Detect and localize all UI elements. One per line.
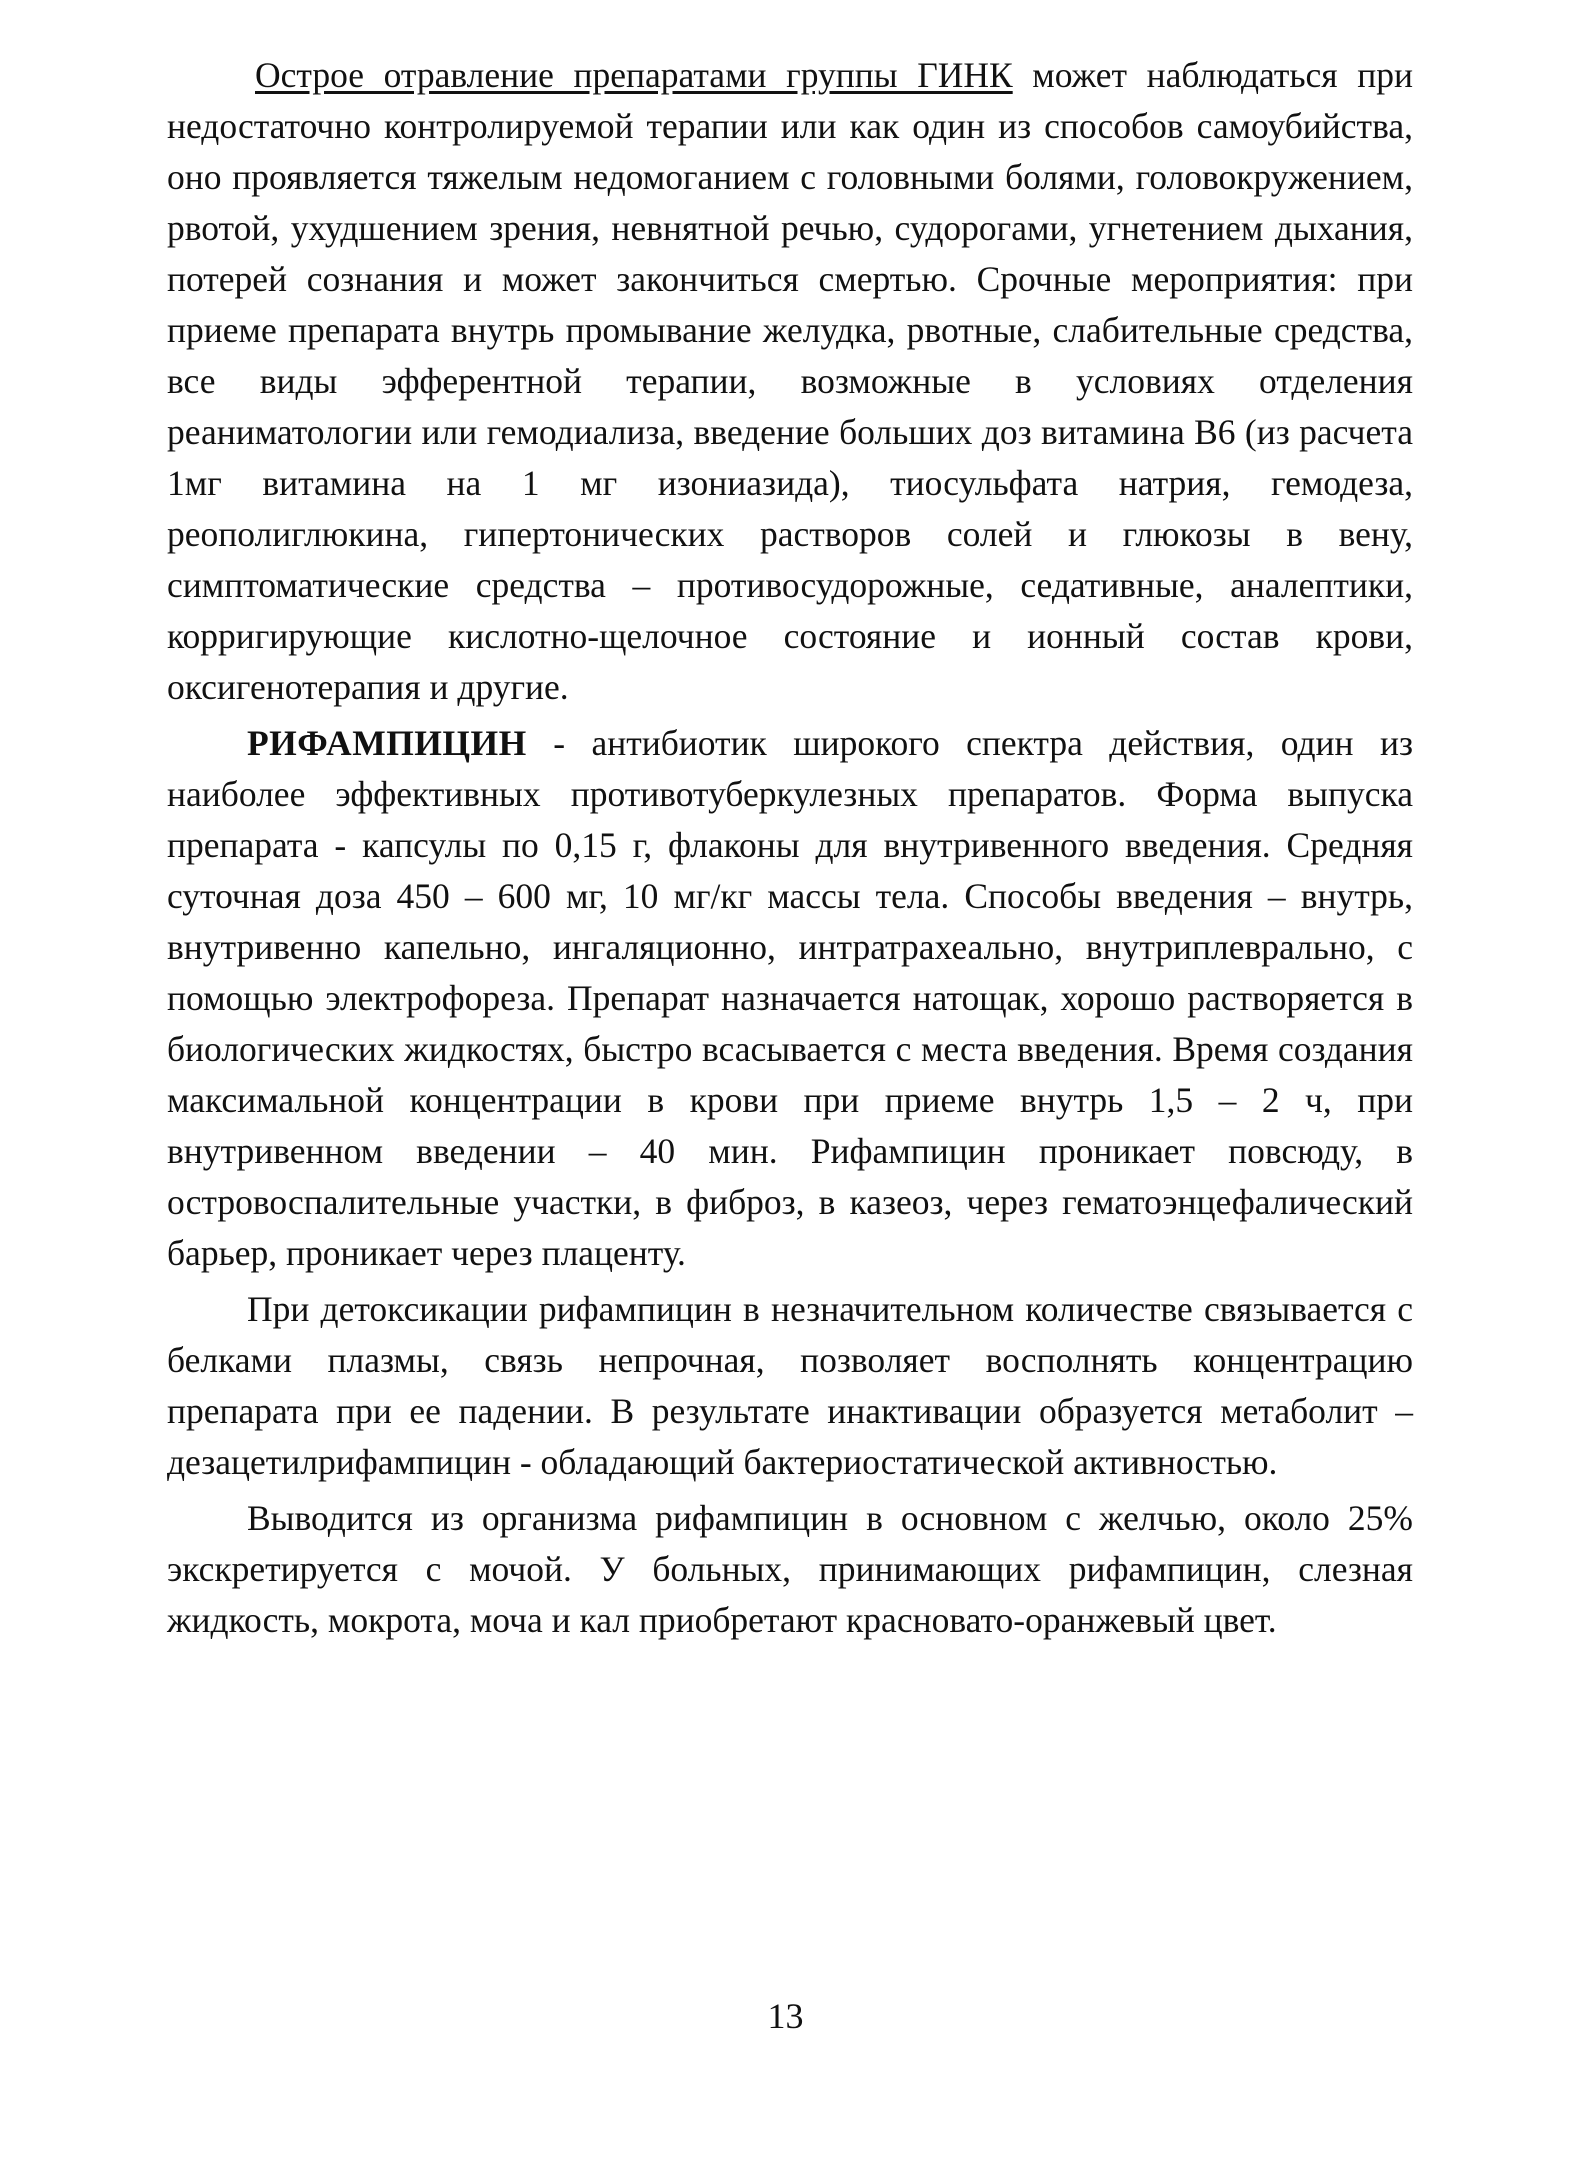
body-text — [167, 50, 1413, 1646]
paragraph-rifampicin-intro — [167, 718, 1413, 1279]
paragraph-text: При детоксикации рифампицин в незначительном количестве связывается с белками плазмы, связь непрочная, позволяет восполнять концентрацию препарата при ее падении. В результате инактивации образуется метаболит – дезацетилрифампицин - обладающий бактериостатической активностью. — [167, 1289, 1413, 1482]
paragraph-text: Выводится из организма рифампицин в основном с желчью, около 25% экскретируется с мочой. У больных, принимающих рифампицин, слезная жидкость, мокрота, моча и кал приобретают красновато-оранжевый цвет. — [167, 1498, 1413, 1640]
bold-term-rifampicin: РИФАМПИЦИН — [247, 723, 527, 763]
underlined-lead-phrase: Острое отравление препаратами группы ГИНК — [255, 55, 1013, 95]
paragraph-text: может наблюдаться при недостаточно контролируемой терапии или как один из способов самоубийства, оно проявляется тяжелым недомоганием с головными болями, головокружением, рвотой, ухудшением зрения, невнятной речью, судорогами, угнетением дыхания, потерей сознания и может закончиться смертью. Срочные мероприятия: при приеме препарата внутрь промывание желудка, рвотные, слабительные средства, все виды эфферентной терапии, возможные в условиях отделения реаниматологии или гемодиализа, введение больших доз витамина В6 (из расчета 1мг витамина на 1 мг изониазида), тиосульфата натрия, гемодеза, реополиглюкина, гипертонических растворов солей и глюкозы в вену, симптоматические средства – противосудорожные, седативные, аналептики, корригирующие кислотно-щелочное состояние и ионный состав крови, оксигенотерапия и другие. — [167, 55, 1413, 707]
paragraph-detoxication — [167, 1284, 1413, 1488]
paragraph-excretion — [167, 1493, 1413, 1646]
page-number: 13 — [767, 1996, 804, 2036]
paragraph-text: - антибиотик широкого спектра действия, один из наиболее эффективных противотуберкулезных препаратов. Форма выпуска препарата - капсулы по 0,15 г, флаконы для внутривенного введения. Средняя суточная доза 450 – 600 мг, 10 мг/кг массы тела. Способы введения – внутрь, внутривенно капельно, ингаляционно, интратрахеально, внутриплеврально, с помощью электрофореза. Препарат назначается натощак, хорошо растворяется в биологических жидкостях, быстро всасывается с места введения. Время создания максимальной концентрации в крови при приеме внутрь 1,5 – 2 ч, при внутривенном введении – 40 мин. Рифампицин проникает повсюду, в островоспалительные участки, в фиброз, в казеоз, через гематоэнцефалический барьер, проникает через плаценту. — [167, 723, 1413, 1273]
paragraph-ginc-poisoning — [167, 50, 1413, 713]
